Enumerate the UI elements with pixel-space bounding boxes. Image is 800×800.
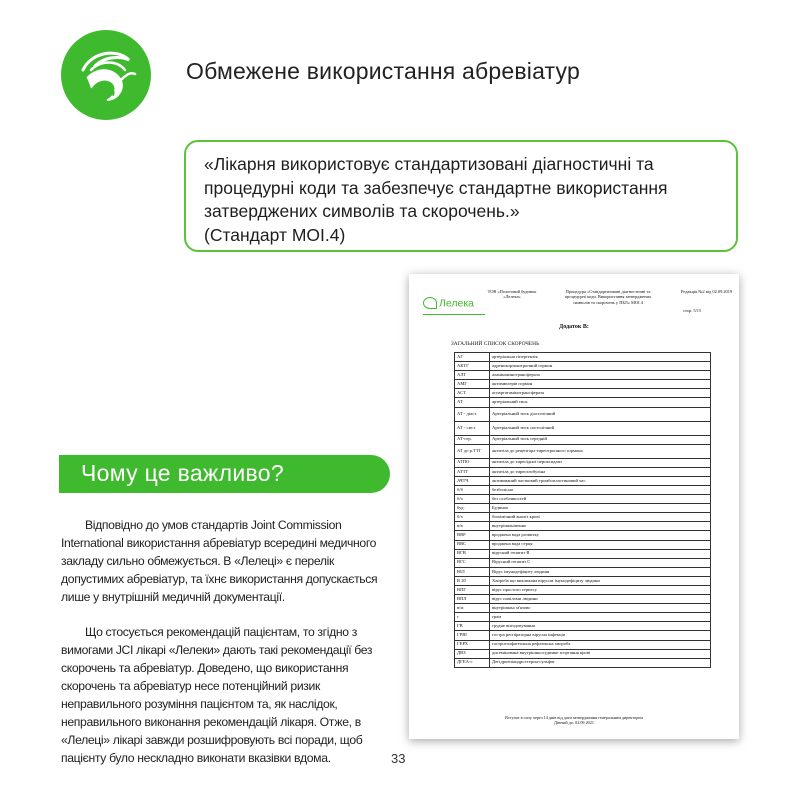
table-row [455, 585, 711, 594]
abbreviation-cell: В 20 [455, 576, 490, 585]
meaning-cell: вірус простого герпесу [490, 585, 711, 594]
abbreviation-cell: ДГЕА-с [455, 658, 490, 667]
table-row [455, 467, 711, 476]
abbreviation-cell: ДВЗ [455, 649, 490, 658]
table-row [455, 513, 711, 522]
meaning-cell: безболісна [490, 485, 711, 494]
table-row [455, 407, 711, 421]
meaning-cell: аланінамінотрансфераза [490, 371, 711, 380]
abbreviation-cell: АТТГ [455, 467, 490, 476]
table-row [455, 371, 711, 380]
table-row [455, 613, 711, 622]
document-logo-text: Лелека [439, 297, 475, 310]
meaning-cell: антитіла до рецептора тиреотропного гормона [490, 444, 711, 458]
abbreviation-cell: АТ до р.ТТГ [455, 444, 490, 458]
document-logo [423, 294, 485, 315]
abbreviation-cell: АТ-сер. [455, 435, 490, 444]
meaning-cell: грудне вигодовування [490, 622, 711, 631]
abbreviation-cell: АЛТ [455, 371, 490, 380]
body-paragraph: Відповідно до умов стандартів Joint Commission International використання абревіатур всередині медичного закладу сильно обмежується. В «Лелеці» є перелік допустимих абревіатур, та їхнє використання допускається лише у внутрішній медичній документації. [61, 518, 378, 604]
stork-icon [61, 30, 151, 120]
abbreviation-cell: АТПО [455, 458, 490, 467]
meaning-cell: активований частковий тромбопластиновий час [490, 476, 711, 485]
table-row [455, 476, 711, 485]
abbreviation-cell: ГВ [455, 622, 490, 631]
document-page: стор. 5/15 [683, 308, 702, 313]
table-row [455, 649, 711, 658]
meaning-cell: Дегідроепіандростерон-сульфат [490, 658, 711, 667]
standard-quote-box [184, 140, 738, 252]
table-row [455, 531, 711, 540]
document-edition: Редакція №2 від 02.09.2019 [681, 289, 733, 294]
table-row [455, 558, 711, 567]
table-row [455, 576, 711, 585]
table-row [455, 522, 711, 531]
meaning-cell: внутрішньо м'язово [490, 604, 711, 613]
meaning-cell: гостра респіраторна вірусна інфекція [490, 631, 711, 640]
meaning-cell: Вірусний гепатит С [490, 558, 711, 567]
abbreviation-cell: ВПЛ [455, 595, 490, 604]
meaning-cell: вірусний гепатит В [490, 549, 711, 558]
abbreviation-cell: ВГС [455, 558, 490, 567]
document-org: ТОВ «Пологовий будинок «Лелека» [487, 289, 537, 300]
table-row [455, 549, 711, 558]
meaning-cell: Артеріальний тиск систолічний [490, 421, 711, 435]
table-row [455, 458, 711, 467]
abbreviation-cell: АКТГ [455, 362, 490, 371]
document-footer [409, 715, 739, 725]
abbreviation-cell: в/м [455, 604, 490, 613]
page-number: 33 [391, 751, 406, 766]
document-list-title: ЗАГАЛЬНИЙ СПИСОК СКОРОЧЕНЬ [451, 341, 540, 347]
body-text [61, 516, 391, 784]
meaning-cell: Хвороба що викликана вірусом імунодефіциту людини [490, 576, 711, 585]
abbreviation-cell: АГ [455, 353, 490, 362]
abbreviation-cell: б/б [455, 485, 490, 494]
abbreviation-cell: АТ [455, 398, 490, 407]
meaning-cell: Артеріальний тиск діастолічний [490, 407, 711, 421]
abbreviation-cell: ГРВІ [455, 631, 490, 640]
abbreviation-cell: б/о [455, 495, 490, 504]
document-footer-line: Діючий до: 02.09.2021 [554, 720, 594, 725]
document-annex-title: Додаток В: [559, 324, 589, 330]
abbreviation-cell: ВПГ [455, 585, 490, 594]
meaning-cell: артеріальна гіпертензія [490, 353, 711, 362]
table-row [455, 631, 711, 640]
meaning-cell: вроджена вада серця [490, 540, 711, 549]
table-row [455, 604, 711, 613]
abbreviation-cell: буд. [455, 504, 490, 513]
abbreviation-cell: АСТ [455, 389, 490, 398]
abbreviation-document-image [409, 274, 739, 739]
table-row [455, 640, 711, 649]
abbreviation-cell: ВІЛ [455, 567, 490, 576]
abbreviation-cell: ГЕРХ [455, 640, 490, 649]
section-title: Чому це важливо? [81, 460, 284, 486]
table-row [455, 595, 711, 604]
abbreviation-cell: ВВС [455, 540, 490, 549]
quote-line: «Лікарня використовує стандартизовані діагностичні та [204, 154, 654, 174]
meaning-cell: дисемінована внутрішньосудинне згортання крові [490, 649, 711, 658]
meaning-cell: вірус папіломи людини [490, 595, 711, 604]
table-row [455, 540, 711, 549]
abbreviation-cell: АТ - діаст. [455, 407, 490, 421]
section-banner [59, 455, 390, 493]
table-row [455, 435, 711, 444]
table-row [455, 444, 711, 458]
meaning-cell: грам [490, 613, 711, 622]
abbreviation-cell: б/х [455, 513, 490, 522]
table-row [455, 485, 711, 494]
table-row [455, 495, 711, 504]
meaning-cell: Вірус імунодефіциту людини [490, 567, 711, 576]
meaning-cell: антимюлерів гормон [490, 380, 711, 389]
meaning-cell: внутрішньовенно [490, 522, 711, 531]
document-footer-line: Вступає в силу через 14 днів від дати затвердження генеральним директором [505, 715, 643, 720]
table-row [455, 389, 711, 398]
meaning-cell: біохімічний аналіз крові [490, 513, 711, 522]
meaning-cell: Артеріальний тиск середній [490, 435, 711, 444]
stork-logo [61, 30, 151, 120]
abbreviation-cell: АТ - сист. [455, 421, 490, 435]
table-row [455, 353, 711, 362]
quote-source: (Стандарт МОІ.4) [204, 224, 346, 245]
meaning-cell: антитіла до тиреоглобуліна [490, 467, 711, 476]
abbreviation-cell: ВГВ [455, 549, 490, 558]
meaning-cell: адренокортикотропний гормон [490, 362, 711, 371]
table-row [455, 504, 711, 513]
table-row [455, 362, 711, 371]
stork-small-icon [423, 297, 437, 309]
meaning-cell: гастроезофагеальна рефлюксна хвороба [490, 640, 711, 649]
table-row [455, 567, 711, 576]
meaning-cell: антитіла до тиреоїдної пероксидази [490, 458, 711, 467]
abbreviation-table [454, 352, 711, 668]
table-row [455, 398, 711, 407]
table-row [455, 421, 711, 435]
table-row [455, 622, 711, 631]
quote-line: процедурні коди та забезпечує стандартне використання [204, 177, 668, 198]
page-title: Обмежене використання абревіатур [186, 58, 580, 84]
meaning-cell: без особливостей [490, 495, 711, 504]
body-paragraph: Що стосується рекомендацій пацієнтам, то згідно з вимогами JCI лікарі «Лелеки» дають такі рекомендації без скорочень та абревіатур. Доведено, що використання скорочень та абревіатур несе потенційний ризик неправильного розуміння пацієнтом та, як наслідок, неправильного виконання рекомендацій лікаря. Отже, в «Лелеці» лікарі завжди розшифровують всі поради, щоб пацієнту було нескладно виконати вказівки вдома. [61, 625, 373, 765]
abbreviation-cell: АМГ [455, 380, 490, 389]
meaning-cell: аспартатамінотрансфераза [490, 389, 711, 398]
meaning-cell: артеріальний тиск [490, 398, 711, 407]
abbreviation-cell: г [455, 613, 490, 622]
table-row [455, 658, 711, 667]
meaning-cell: вроджена вада розвитку [490, 531, 711, 540]
table-row [455, 380, 711, 389]
document-procedure: Процедура «Стандартизовані діагностичні та процедурні коди. Використання затверджених символів та скорочень у ПБЛ» МОІ 4 [564, 289, 652, 305]
meaning-cell: Будинок [490, 504, 711, 513]
quote-line: затверджених символів та скорочень.» [204, 201, 520, 221]
abbreviation-cell: в/в [455, 522, 490, 531]
abbreviation-cell: ВВР [455, 531, 490, 540]
abbreviation-cell: АЧТЧ [455, 476, 490, 485]
